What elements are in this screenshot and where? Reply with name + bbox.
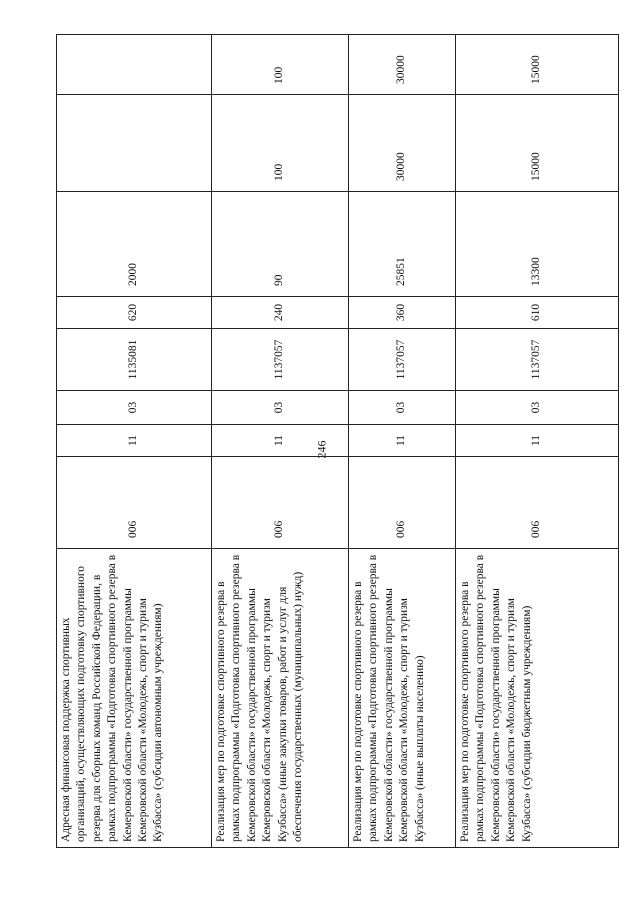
subsection-code: 03 xyxy=(212,391,349,425)
amount-year-2 xyxy=(57,95,212,192)
expense-type-code: 620 xyxy=(57,297,212,329)
page-number: 246 xyxy=(314,440,329,459)
target-article-code: 1137057 xyxy=(212,329,349,391)
rotated-table-container xyxy=(56,35,618,848)
budget-table xyxy=(56,34,619,848)
row-description: Реализация мер по подготовке спортивного резерва в рамках подпрограммы «Подготовка спортивного резерва в Кемеровской области» государственной программы Кемеровской области «Молодежь, спорт и туризм Кузбасса» (иные выплаты населению) xyxy=(349,549,456,848)
amount-year-3: 15000 xyxy=(456,35,619,95)
table-row xyxy=(349,35,456,848)
section-code: 11 xyxy=(349,425,456,457)
section-code: 11 xyxy=(456,425,619,457)
amount-year-3: 30000 xyxy=(349,35,456,95)
section-code: 11 xyxy=(57,425,212,457)
target-article-code: 1137057 xyxy=(349,329,456,391)
table-row xyxy=(456,35,619,848)
target-article-code: 1137057 xyxy=(456,329,619,391)
section-code: 11 xyxy=(212,425,349,457)
ministry-code: 006 xyxy=(456,457,619,549)
row-description: Реализация мер по подготовке спортивного резерва в рамках подпрограммы «Подготовка спортивного резерва в Кемеровской области» государственной программы Кемеровской области «Молодежь, спорт и туризм Кузбасса» (иные закупки товаров, работ и услуг для обеспечения государственных (муниципальных) нужд) xyxy=(212,549,349,848)
row-description: Адресная финансовая поддержка спортивных организаций, осуществляющих подготовку спортивного резерва для сборных команд Российской Федерации, в рамках подпрограммы «Подготовка спортивного резерва в Кемеровской области» государственной программы Кемеровской области «Молодежь, спорт и туризм Кузбасса» (субсидии автономным учреждениям) xyxy=(57,549,212,848)
table-row xyxy=(57,35,212,848)
expense-type-code: 610 xyxy=(456,297,619,329)
amount-year-3: 100 xyxy=(212,35,349,95)
target-article-code: 1135081 xyxy=(57,329,212,391)
amount-year-3 xyxy=(57,35,212,95)
amount-year-1: 13300 xyxy=(456,192,619,297)
amount-year-1: 90 xyxy=(212,192,349,297)
amount-year-1: 25851 xyxy=(349,192,456,297)
amount-year-2: 30000 xyxy=(349,95,456,192)
subsection-code: 03 xyxy=(57,391,212,425)
expense-type-code: 360 xyxy=(349,297,456,329)
ministry-code: 006 xyxy=(349,457,456,549)
amount-year-2: 15000 xyxy=(456,95,619,192)
amount-year-1: 2000 xyxy=(57,192,212,297)
expense-type-code: 240 xyxy=(212,297,349,329)
ministry-code: 006 xyxy=(57,457,212,549)
subsection-code: 03 xyxy=(349,391,456,425)
row-description: Реализация мер по подготовке спортивного резерва в рамках подпрограммы «Подготовка спортивного резерва в Кемеровской области» государственной программы Кемеровской области «Молодежь, спорт и туризм Кузбасса» (субсидии бюджетным учреждениям) xyxy=(456,549,619,848)
ministry-code: 006 xyxy=(212,457,349,549)
table-row xyxy=(212,35,349,848)
amount-year-2: 100 xyxy=(212,95,349,192)
subsection-code: 03 xyxy=(456,391,619,425)
